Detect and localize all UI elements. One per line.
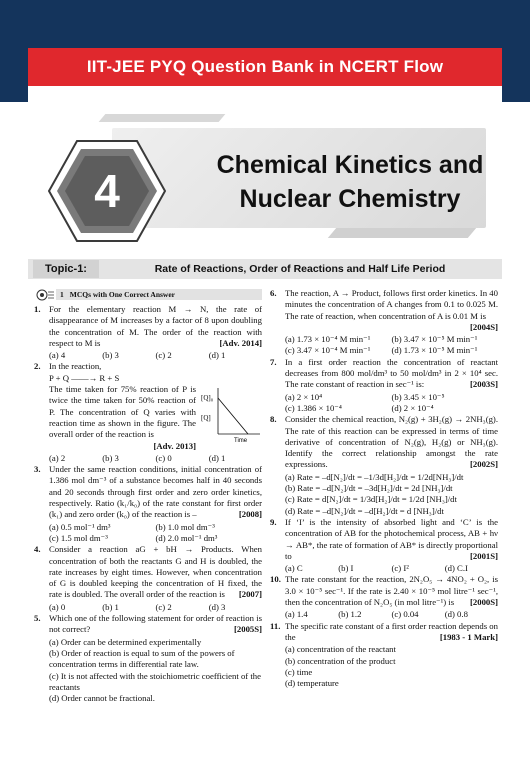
concentration-time-graph xyxy=(200,384,262,444)
options xyxy=(34,522,262,545)
question-number: 3. xyxy=(34,464,41,475)
question-item xyxy=(34,304,262,349)
option: (c) It is not affected with the stoichiometric coefficient of the reactants xyxy=(49,670,261,692)
options xyxy=(34,453,262,464)
option: (b) 3 xyxy=(102,452,119,463)
option: (a) 1.4 xyxy=(285,609,308,620)
question-item xyxy=(270,357,498,391)
options xyxy=(270,609,498,620)
option: (d) 3 xyxy=(208,601,226,612)
option: (d) 1 xyxy=(208,350,226,361)
graph-x-label: Time xyxy=(234,438,248,445)
question-ref: [Adv. 2014] xyxy=(219,337,262,348)
option: (d) Rate = –d[N₂]/dt = –d[H₂]/dt = d [NH₃]/dt xyxy=(285,505,444,516)
right-column xyxy=(270,288,498,689)
option: (c) 3.47 × 10⁻⁴ M min⁻¹ xyxy=(285,345,371,356)
question-ref: [1983 - 1 Mark] xyxy=(439,631,498,642)
options xyxy=(270,334,498,357)
graph-y-label: [Q] xyxy=(201,414,211,423)
option: (d) 1.73 × 10⁻⁵ M min⁻¹ xyxy=(391,345,478,356)
option: (d) 2.0 mol⁻¹ dm³ xyxy=(155,532,218,543)
chapter-title-line: Chemical Kinetics and xyxy=(216,151,484,179)
question-item xyxy=(270,574,498,608)
option: (a) C xyxy=(285,563,303,574)
option: (b) 3.47 × 10⁻⁵ M min⁻¹ xyxy=(391,334,478,345)
question-body xyxy=(285,288,498,333)
question-body xyxy=(285,517,498,562)
option: (b) Order of reaction is equal to sum of the powers of concentration terms in differential rate law. xyxy=(49,647,235,670)
option: (a) 1.73 × 10⁻⁴ M min⁻¹ xyxy=(285,334,371,345)
option: (b) 3 xyxy=(102,350,119,361)
option: (b) concentration of the product xyxy=(285,655,396,666)
question-number: 4. xyxy=(34,544,41,555)
question-body xyxy=(49,544,262,600)
question-text: Consider the chemical reaction, N₂(g) + 3H₂(g) → 2NH₃(g). The rate of this reaction can be expressed in terms of time derivative of concentration of N₂(g), H₂(g) or NH₃(g). Identify the correct relationship amongst the rate expressions. xyxy=(285,414,498,470)
question-number: 9. xyxy=(270,516,277,527)
option: (c) time xyxy=(285,666,313,677)
question-item xyxy=(34,544,262,600)
book-banner: IIT-JEE PYQ Question Bank in NCERT Flow xyxy=(28,48,502,86)
options xyxy=(34,602,262,613)
option: (c) 0 xyxy=(155,452,172,463)
option: (a) 2 × 10⁴ xyxy=(285,391,323,402)
chapter-number: 4 xyxy=(94,165,120,217)
question-body xyxy=(285,357,498,391)
option: (d) 2 × 10⁻⁴ xyxy=(391,402,434,413)
question-body xyxy=(285,574,498,608)
question-number: 10. xyxy=(270,574,281,585)
option: (b) 3.45 × 10⁻⁵ xyxy=(391,391,445,402)
brain-gear-icon xyxy=(34,289,56,301)
question-body xyxy=(285,621,498,644)
question-body xyxy=(285,414,498,470)
question-text: The rate constant for the reaction, 2N₂O₅ → 4NO₂ + O₂, is 3.0 × 10⁻⁵ sec⁻¹. If the rate is 2.40 × 10⁻⁵ mol litre⁻¹ sec⁻¹, then the concentration of N₂O₅ (in mol litre⁻¹) is xyxy=(285,574,498,608)
graph-y-label: [Q]₀ xyxy=(201,394,214,403)
option: (a) concentration of the reactant xyxy=(285,644,396,655)
question-text: In a first order reaction the concentration of reactant decreases from 800 mol/dm³ to 50 mol/dm³ in 2 × 10⁴ sec. The rate constant of reaction in sec⁻¹ is: xyxy=(285,356,498,390)
question-item xyxy=(270,517,498,562)
question-text: Which one of the following statement for order of reaction is not correct? xyxy=(49,613,262,635)
option: (d) Order cannot be fractional. xyxy=(49,693,155,704)
question-number: 6. xyxy=(270,288,277,298)
option: (c) I² xyxy=(391,563,409,574)
question-body xyxy=(49,361,262,451)
section-title: MCQs with One Correct Answer xyxy=(69,289,176,299)
option: (b) Rate = –d[N₂]/dt = –3d[H₂]/dt = 2d [NH₃]/dt xyxy=(285,483,453,494)
options xyxy=(34,350,262,361)
chapter-title-line: Nuclear Chemistry xyxy=(239,185,461,213)
question-number: 5. xyxy=(34,613,41,624)
question-ref: [2007] xyxy=(238,589,262,600)
question-text: Under the same reaction conditions, initial concentration of 1.386 mol dm⁻³ of a substance becomes half in 40 seconds and 20 seconds through first order and zero order kinetics, respectively. Ratio (k₁/k₀) of the rate constant for first order (k₁) and zero order (k₀) of the reaction is – xyxy=(49,464,262,520)
question-item xyxy=(34,464,262,520)
option: (c) 1.386 × 10⁻⁴ xyxy=(285,402,342,413)
option: (c) 2 xyxy=(155,601,172,612)
question-ref: [2002S] xyxy=(470,459,498,470)
decor-stripe xyxy=(99,114,226,122)
question-item xyxy=(34,613,262,636)
question-ref: [Adv. 2013] xyxy=(153,440,196,451)
section-header xyxy=(34,288,262,301)
option: (a) 4 xyxy=(49,350,66,361)
left-column xyxy=(34,288,262,704)
question-ref: [2008] xyxy=(238,509,262,520)
question-item xyxy=(270,414,498,470)
options xyxy=(270,644,498,689)
question-text: If ‘I’ is the intensity of absorbed light and ‘C’ is the concentration of AB for the photochemical process, AB + hν → AB*, the rate of formation of AB* is directly proportional to xyxy=(285,516,498,561)
topic-tag: Topic-1: xyxy=(33,260,99,278)
options xyxy=(34,637,262,705)
option: (b) I xyxy=(338,563,354,574)
question-number: 11. xyxy=(270,620,281,631)
option: (a) 2 xyxy=(49,452,66,463)
option: (d) 0.8 xyxy=(444,609,468,620)
question-text: The specific rate constant of a first order reaction depends on the xyxy=(285,620,498,642)
options xyxy=(270,392,498,415)
question-text: Consider a reaction aG + bH → Products. When concentration of both the reactants G and H is doubled, the rate increases by eight times. However, when concentration of G is doubled keeping the concentration of H fixed, the rate is doubled. The overall order of the reaction is xyxy=(49,544,262,600)
question-number: 8. xyxy=(270,414,277,425)
question-item xyxy=(270,621,498,644)
option: (a) 0 xyxy=(49,601,66,612)
chapter-title xyxy=(200,148,500,216)
question-text: The time taken for 75% reaction of P is twice the time taken for 50% reaction of P. The concentration of Q varies with reaction time as shown in the figure. The overall order of the reaction is xyxy=(49,384,196,440)
option: (a) Rate = –d[N₂]/dt = –1/3d[H₂]/dt = 1/2d[NH₃]/dt xyxy=(285,471,464,482)
question-number: 1. xyxy=(34,304,41,314)
option: (b) 1.2 xyxy=(338,609,362,620)
question-body xyxy=(49,613,262,636)
topic-title: Rate of Reactions, Order of Reactions and Half Life Period xyxy=(154,263,446,275)
decor-stripe xyxy=(328,228,476,238)
question-text: In the reaction, xyxy=(49,361,102,372)
question-ref: [2000S] xyxy=(470,597,498,608)
question-ref: [2004S] xyxy=(470,321,498,332)
option: (c) Rate = d[N₂]/dt = 1/3d[H₂]/dt = 1/2d [NH₃]/dt xyxy=(285,494,457,505)
option: (d) temperature xyxy=(285,678,339,689)
question-item xyxy=(270,288,498,333)
option: (a) Order can be determined experimentally xyxy=(49,636,202,647)
question-number: 7. xyxy=(270,356,277,367)
option: (a) 0.5 mol⁻¹ dm³ xyxy=(49,521,111,532)
reaction-equation: P + Q ——→ R + S xyxy=(49,372,120,383)
section-title-bar xyxy=(56,289,262,300)
option: (b) 1 xyxy=(102,601,119,612)
option: (c) 2 xyxy=(155,350,172,361)
option: (c) 0.04 xyxy=(391,609,419,620)
options xyxy=(270,563,498,574)
question-ref: [2005S] xyxy=(234,624,262,635)
option: (d) C.I xyxy=(444,563,468,574)
options xyxy=(270,472,498,517)
question-text: The reaction, A → Product, follows first order kinetics. In 40 minutes the concentration of A changes from 0.1 to 0.025 M. The rate of reaction, when concentration of A is 0.01 M is xyxy=(285,288,498,321)
question-ref: [2003S] xyxy=(470,379,498,390)
option: (d) 1 xyxy=(208,452,226,463)
question-body xyxy=(49,464,262,520)
option: (b) 1.0 mol dm⁻³ xyxy=(155,521,215,532)
question-ref: [2001S] xyxy=(470,550,498,561)
question-text: For the elementary reaction M → N, the rate of disappearance of M increases by a factor of 8 upon doubling the concentration of M. The order of the reaction with respect to M is xyxy=(49,304,262,348)
question-number: 2. xyxy=(34,361,41,372)
option: (c) 1.5 mol dm⁻³ xyxy=(49,532,108,543)
section-number: 1 xyxy=(60,289,64,299)
question-item xyxy=(34,361,262,451)
question-body xyxy=(49,304,262,349)
